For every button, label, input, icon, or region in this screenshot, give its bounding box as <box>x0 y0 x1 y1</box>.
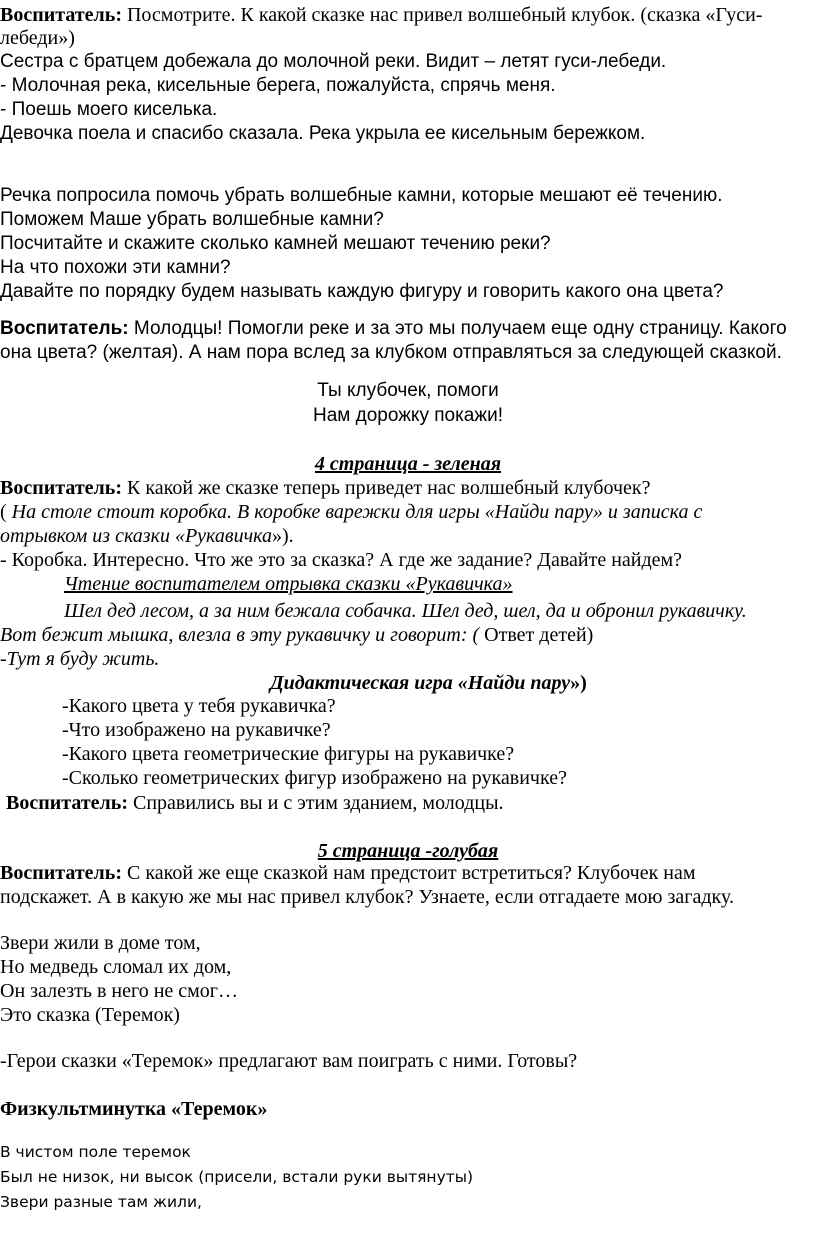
section-heading: 4 страница - зеленая <box>314 453 502 475</box>
poem-line: В чистом поле теремок <box>0 1143 191 1161</box>
poem-line: Был не низок, ни высок (присели, встали руки вытянуты) <box>0 1168 474 1186</box>
verse-line: Ты клубочек, помоги <box>317 380 499 401</box>
poem-line: Звери разные там жили, <box>0 1193 202 1211</box>
question-line: -Какого цвета геометрические фигуры на рукавичке? <box>62 743 515 765</box>
paragraph-line: Шел дед лесом, а за ним бежала собачка. Шел дед, шел, да и обронил рукавичку. <box>64 600 747 622</box>
paragraph-line: Воспитатель: Молодцы! Помогли реке и за это мы получаем еще одну страницу. Какого <box>0 318 787 339</box>
paragraph-line: Вот бежит мышка, влезла в эту рукавичку и говорит: ( Ответ детей) <box>0 624 594 646</box>
paragraph-line: Воспитатель: С какой же еще сказкой нам предстоит встретиться? Клубочек нам <box>0 862 696 884</box>
reading-heading: Чтение воспитателем отрывка сказки «Рукавичка» <box>64 573 513 595</box>
paragraph-line: Воспитатель: К какой же сказке теперь приведет нас волшебный клубочек? <box>0 477 651 499</box>
paragraph-line: Посчитайте и скажите сколько камней мешают течению реки? <box>0 233 551 254</box>
speaker-label: Воспитатель: <box>6 792 128 814</box>
question-line: -Сколько геометрических фигур изображено на рукавичке? <box>62 767 567 789</box>
riddle-line: Звери жили в доме том, <box>0 932 201 954</box>
riddle-line: Но медведь сломал их дом, <box>0 956 232 978</box>
paragraph-line: - Коробка. Интересно. Что же это за сказка? А где же задание? Давайте найдем? <box>0 549 683 571</box>
paragraph-line: она цвета? (желтая). А нам пора вслед за клубком отправляться за следующей сказкой. <box>0 342 782 363</box>
paragraph-line: Давайте по порядку будем называть каждую фигуру и говорить какого она цвета? <box>0 281 724 302</box>
paragraph-line: На что похожи эти камни? <box>0 257 231 278</box>
speaker-label: Воспитатель: <box>0 4 122 26</box>
paragraph-line: отрывком из сказки «Рукавичка»). <box>0 525 294 547</box>
verse-line: Нам дорожку покажи! <box>313 405 503 426</box>
speaker-label: Воспитатель: <box>0 477 122 499</box>
riddle-line: Он залезть в него не смог… <box>0 980 239 1002</box>
paragraph-line: - Поешь моего киселька. <box>0 99 218 120</box>
section-heading: Физкультминутка «Теремок» <box>0 1098 268 1120</box>
paragraph-line: Сестра с братцем добежала до молочной реки. Видит – летят гуси-лебеди. <box>0 51 667 72</box>
paragraph-line: -Герои сказки «Теремок» предлагают вам поиграть с ними. Готовы? <box>0 1050 578 1072</box>
paragraph-line: ( На столе стоит коробка. В коробке варежки для игры «Найди пару» и записка с <box>0 501 703 523</box>
speaker-label: Воспитатель: <box>0 862 122 884</box>
speaker-label: Воспитатель: <box>0 318 129 339</box>
paragraph-line: -Тут я буду жить. <box>0 648 160 670</box>
paragraph-line: Девочка поела и спасибо сказала. Река укрыла ее кисельным бережком. <box>0 123 646 144</box>
question-line: -Что изображено на рукавичке? <box>62 719 331 741</box>
paragraph-line: Поможем Маше убрать волшебные камни? <box>0 209 384 230</box>
paragraph-line: Речка попросила помочь убрать волшебные камни, которые мешают её течению. <box>0 185 723 206</box>
paragraph-line: подскажет. А в какую же мы нас привел клубок? Узнаете, если отгадаете мою загадку. <box>0 886 734 908</box>
paragraph-line: - Молочная река, кисельные берега, пожалуйста, спрячь меня. <box>0 75 556 96</box>
section-heading: 5 страница -голубая <box>317 840 499 862</box>
riddle-line: Это сказка (Теремок) <box>0 1004 180 1026</box>
game-heading: Дидактическая игра «Найди пару») <box>270 672 587 694</box>
paragraph-line: лебеди») <box>0 27 75 49</box>
paragraph-line: Воспитатель: Посмотрите. К какой сказке нас привел волшебный клубок. (сказка «Гуси- <box>0 4 763 26</box>
question-line: -Какого цвета у тебя рукавичка? <box>62 695 336 717</box>
paragraph-line: Воспитатель: Справились вы и с этим зданием, молодцы. <box>6 792 504 814</box>
